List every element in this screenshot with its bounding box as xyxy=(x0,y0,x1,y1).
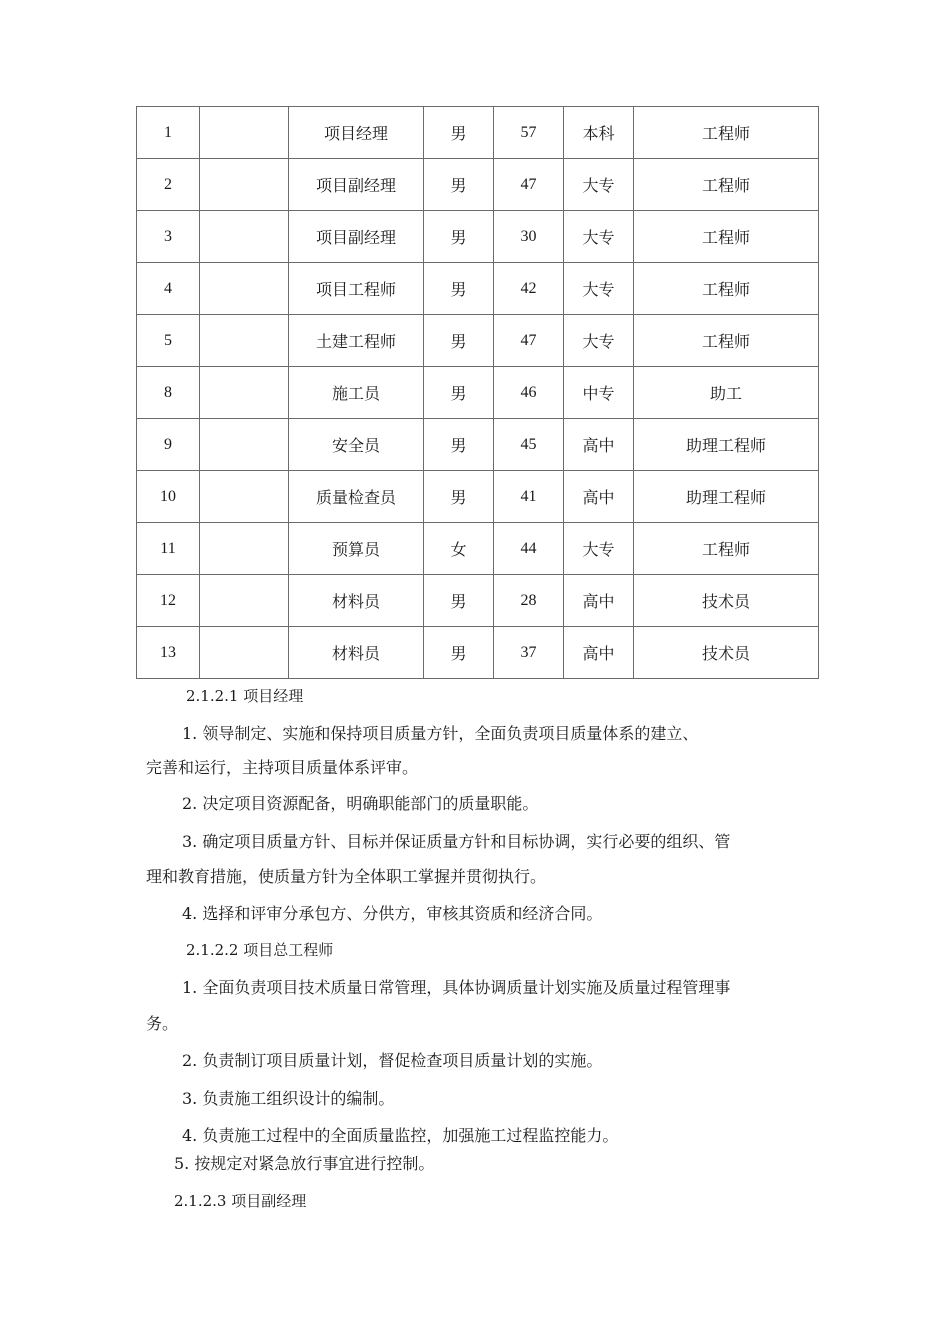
cell-title: 助理工程师 xyxy=(634,419,819,471)
cell-education: 高中 xyxy=(564,471,634,523)
cell-row-number: 11 xyxy=(137,523,200,575)
cell-position: 项目副经理 xyxy=(289,159,424,211)
cell-row-number: 8 xyxy=(137,367,200,419)
cell-row-number: 12 xyxy=(137,575,200,627)
cell-position: 材料员 xyxy=(289,575,424,627)
paragraph-line: 2. 负责制订项目质量计划，督促检查项目质量计划的实施。 xyxy=(182,1051,603,1070)
cell-title: 工程师 xyxy=(634,107,819,159)
cell-row-number: 5 xyxy=(137,315,200,367)
cell-row-number: 1 xyxy=(137,107,200,159)
cell-position: 质量检查员 xyxy=(289,471,424,523)
cell-gender: 男 xyxy=(424,107,494,159)
cell-position: 项目经理 xyxy=(289,107,424,159)
cell-row-number: 4 xyxy=(137,263,200,315)
cell-age: 42 xyxy=(494,263,564,315)
cell-education: 高中 xyxy=(564,575,634,627)
cell-education: 大专 xyxy=(564,523,634,575)
cell-position: 预算员 xyxy=(289,523,424,575)
cell-education: 大专 xyxy=(564,159,634,211)
cell-name xyxy=(200,627,289,679)
cell-age: 30 xyxy=(494,211,564,263)
table-row xyxy=(137,315,819,367)
cell-name xyxy=(200,107,289,159)
cell-position: 项目副经理 xyxy=(289,211,424,263)
cell-age: 28 xyxy=(494,575,564,627)
cell-gender: 男 xyxy=(424,575,494,627)
cell-education: 高中 xyxy=(564,627,634,679)
cell-age: 47 xyxy=(494,315,564,367)
section-heading-deputy-manager: 2.1.2.3 项目副经理 xyxy=(174,1192,307,1210)
cell-name xyxy=(200,523,289,575)
paragraph-line: 4. 负责施工过程中的全面质量监控，加强施工过程监控能力。 xyxy=(182,1126,619,1145)
table-row xyxy=(137,159,819,211)
cell-name xyxy=(200,471,289,523)
cell-position: 项目工程师 xyxy=(289,263,424,315)
cell-education: 大专 xyxy=(564,211,634,263)
cell-title: 助工 xyxy=(634,367,819,419)
table-row xyxy=(137,263,819,315)
cell-position: 材料员 xyxy=(289,627,424,679)
cell-position: 土建工程师 xyxy=(289,315,424,367)
cell-name xyxy=(200,315,289,367)
staff-table xyxy=(136,106,819,679)
table-row xyxy=(137,419,819,471)
cell-row-number: 3 xyxy=(137,211,200,263)
paragraph-line: 1. 全面负责项目技术质量日常管理，具体协调质量计划实施及质量过程管理事 xyxy=(182,978,731,997)
cell-row-number: 9 xyxy=(137,419,200,471)
paragraph-line: 理和教育措施，使质量方针为全体职工掌握并贯彻执行。 xyxy=(146,867,547,886)
section-heading-chief-engineer: 2.1.2.2 项目总工程师 xyxy=(186,941,334,959)
cell-name xyxy=(200,263,289,315)
paragraph-line: 完善和运行，主持项目质量体系评审。 xyxy=(146,758,419,777)
cell-title: 技术员 xyxy=(634,627,819,679)
cell-gender: 男 xyxy=(424,367,494,419)
cell-name xyxy=(200,211,289,263)
staff-table-body xyxy=(137,107,819,679)
cell-gender: 男 xyxy=(424,419,494,471)
cell-title: 工程师 xyxy=(634,211,819,263)
cell-row-number: 2 xyxy=(137,159,200,211)
cell-position: 安全员 xyxy=(289,419,424,471)
paragraph-line: 4. 选择和评审分承包方、分供方，审核其资质和经济合同。 xyxy=(182,904,603,923)
cell-age: 37 xyxy=(494,627,564,679)
table-row xyxy=(137,575,819,627)
cell-education: 大专 xyxy=(564,263,634,315)
cell-age: 57 xyxy=(494,107,564,159)
paragraph-line: 务。 xyxy=(146,1014,179,1033)
cell-age: 41 xyxy=(494,471,564,523)
table-row xyxy=(137,211,819,263)
cell-gender: 男 xyxy=(424,159,494,211)
cell-title: 工程师 xyxy=(634,523,819,575)
cell-education: 高中 xyxy=(564,419,634,471)
cell-gender: 男 xyxy=(424,211,494,263)
table-row xyxy=(137,627,819,679)
table-row xyxy=(137,523,819,575)
cell-title: 工程师 xyxy=(634,315,819,367)
cell-age: 45 xyxy=(494,419,564,471)
table-row xyxy=(137,367,819,419)
table-row xyxy=(137,107,819,159)
cell-gender: 男 xyxy=(424,263,494,315)
paragraph-line: 2. 决定项目资源配备，明确职能部门的质量职能。 xyxy=(182,794,539,813)
cell-name xyxy=(200,367,289,419)
cell-row-number: 13 xyxy=(137,627,200,679)
cell-age: 44 xyxy=(494,523,564,575)
cell-education: 大专 xyxy=(564,315,634,367)
table-row xyxy=(137,471,819,523)
section-heading-project-manager: 2.1.2.1 项目经理 xyxy=(186,687,304,705)
cell-title: 助理工程师 xyxy=(634,471,819,523)
paragraph-line: 3. 确定项目质量方针、目标并保证质量方针和目标协调，实行必要的组织、管 xyxy=(182,832,731,851)
cell-row-number: 10 xyxy=(137,471,200,523)
cell-gender: 女 xyxy=(424,523,494,575)
cell-name xyxy=(200,575,289,627)
cell-title: 技术员 xyxy=(634,575,819,627)
cell-gender: 男 xyxy=(424,471,494,523)
cell-position: 施工员 xyxy=(289,367,424,419)
cell-age: 47 xyxy=(494,159,564,211)
cell-name xyxy=(200,419,289,471)
cell-title: 工程师 xyxy=(634,263,819,315)
cell-education: 中专 xyxy=(564,367,634,419)
cell-education: 本科 xyxy=(564,107,634,159)
cell-gender: 男 xyxy=(424,627,494,679)
cell-name xyxy=(200,159,289,211)
paragraph-line: 3. 负责施工组织设计的编制。 xyxy=(182,1089,395,1108)
cell-gender: 男 xyxy=(424,315,494,367)
cell-title: 工程师 xyxy=(634,159,819,211)
paragraph-line: 5. 按规定对紧急放行事宜进行控制。 xyxy=(174,1154,435,1173)
cell-age: 46 xyxy=(494,367,564,419)
paragraph-line: 1. 领导制定、实施和保持项目质量方针，全面负责项目质量体系的建立、 xyxy=(182,724,699,743)
